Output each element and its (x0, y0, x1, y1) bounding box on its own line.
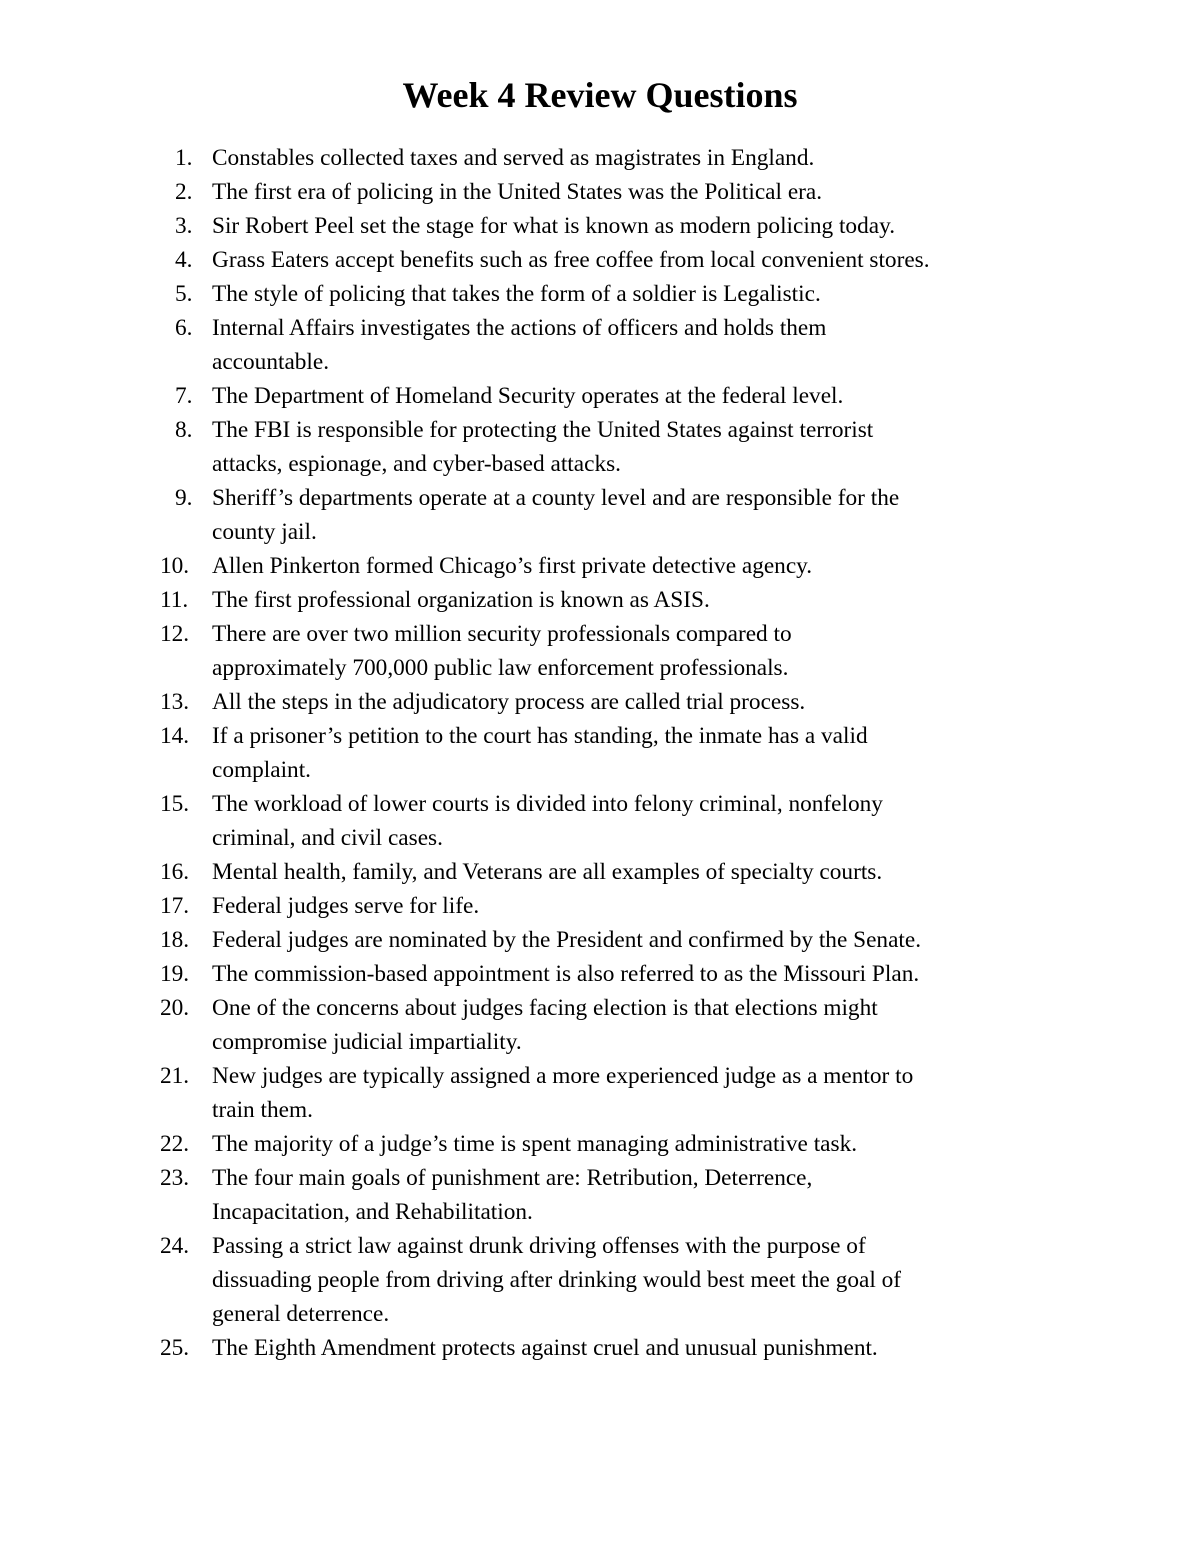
item-number: 19. (160, 961, 190, 987)
list-item (160, 209, 1080, 243)
item-number: 9. (175, 485, 193, 511)
list-item (160, 787, 1080, 855)
item-number: 10. (160, 553, 190, 579)
item-text-line: The Department of Homeland Security operates at the federal level. (212, 383, 844, 409)
item-number: 12. (160, 621, 190, 647)
review-questions-list (160, 141, 1080, 1365)
list-item (160, 277, 1080, 311)
item-number: 16. (160, 859, 190, 885)
item-number: 7. (175, 383, 193, 409)
item-number: 2. (175, 179, 193, 205)
item-text-line: All the steps in the adjudicatory process are called trial process. (212, 689, 806, 715)
list-item (160, 1059, 1080, 1127)
list-item (160, 413, 1080, 481)
item-text-line: Passing a strict law against drunk driving offenses with the purpose of (212, 1233, 866, 1259)
item-text-line: There are over two million security professionals compared to (212, 621, 792, 647)
item-text-line: The workload of lower courts is divided into felony criminal, nonfelony (212, 791, 883, 817)
item-text-line: complaint. (212, 757, 311, 783)
list-item (160, 1331, 1080, 1365)
item-text-line: Grass Eaters accept benefits such as free coffee from local convenient stores. (212, 247, 930, 273)
item-number: 23. (160, 1165, 190, 1191)
item-text-line: attacks, espionage, and cyber-based attacks. (212, 451, 621, 477)
item-number: 3. (175, 213, 193, 239)
item-text-line: The style of policing that takes the form of a soldier is Legalistic. (212, 281, 821, 307)
item-text-line: Mental health, family, and Veterans are all examples of specialty courts. (212, 859, 883, 885)
item-number: 17. (160, 893, 190, 919)
item-number: 8. (175, 417, 193, 443)
list-item (160, 379, 1080, 413)
list-item (160, 141, 1080, 175)
item-text-line: criminal, and civil cases. (212, 825, 443, 851)
list-item (160, 855, 1080, 889)
item-text-line: Sir Robert Peel set the stage for what is known as modern policing today. (212, 213, 896, 239)
list-item (160, 923, 1080, 957)
item-number: 13. (160, 689, 190, 715)
item-number: 24. (160, 1233, 190, 1259)
item-text-line: dissuading people from driving after drinking would best meet the goal of (212, 1267, 902, 1293)
item-text-line: Allen Pinkerton formed Chicago’s first private detective agency. (212, 553, 813, 579)
item-number: 22. (160, 1131, 190, 1157)
item-text-line: The FBI is responsible for protecting the United States against terrorist (212, 417, 874, 443)
item-text-line: Federal judges are nominated by the President and confirmed by the Senate. (212, 927, 922, 953)
list-item (160, 991, 1080, 1059)
item-text-line: Constables collected taxes and served as magistrates in England. (212, 145, 815, 171)
item-text-line: Sheriff’s departments operate at a county level and are responsible for the (212, 485, 900, 511)
item-number: 6. (175, 315, 193, 341)
list-item (160, 311, 1080, 379)
list-item (160, 481, 1080, 549)
item-text-line: The four main goals of punishment are: Retribution, Deterrence, (212, 1165, 813, 1191)
item-number: 20. (160, 995, 190, 1021)
item-number: 5. (175, 281, 193, 307)
item-number: 11. (160, 587, 189, 613)
item-text-line: The majority of a judge’s time is spent managing administrative task. (212, 1131, 858, 1157)
item-text-line: compromise judicial impartiality. (212, 1029, 522, 1055)
item-text-line: The commission-based appointment is also referred to as the Missouri Plan. (212, 961, 920, 987)
page-title: Week 4 Review Questions (402, 75, 798, 115)
list-item (160, 1161, 1080, 1229)
item-text-line: train them. (212, 1097, 313, 1123)
list-item (160, 617, 1080, 685)
list-item (160, 583, 1080, 617)
item-text-line: Federal judges serve for life. (212, 893, 480, 919)
item-text-line: Incapacitation, and Rehabilitation. (212, 1199, 533, 1225)
list-item (160, 243, 1080, 277)
item-text-line: Internal Affairs investigates the actions of officers and holds them (212, 315, 827, 341)
item-text-line: New judges are typically assigned a more experienced judge as a mentor to (212, 1063, 914, 1089)
item-text-line: accountable. (212, 349, 330, 375)
list-item (160, 1229, 1080, 1331)
item-number: 18. (160, 927, 190, 953)
list-item (160, 549, 1080, 583)
item-text-line: One of the concerns about judges facing election is that elections might (212, 995, 878, 1021)
list-item (160, 889, 1080, 923)
item-text-line: The first professional organization is known as ASIS. (212, 587, 710, 613)
item-number: 1. (175, 145, 193, 171)
item-number: 21. (160, 1063, 190, 1089)
item-text-line: The first era of policing in the United States was the Political era. (212, 179, 823, 205)
item-number: 4. (175, 247, 193, 273)
item-text-line: The Eighth Amendment protects against cruel and unusual punishment. (212, 1335, 878, 1361)
list-item (160, 1127, 1080, 1161)
item-text-line: If a prisoner’s petition to the court has standing, the inmate has a valid (212, 723, 868, 749)
item-text-line: general deterrence. (212, 1301, 390, 1327)
item-number: 15. (160, 791, 190, 817)
item-text-line: county jail. (212, 519, 317, 545)
list-item (160, 719, 1080, 787)
item-number: 25. (160, 1335, 190, 1361)
list-item (160, 685, 1080, 719)
list-item (160, 175, 1080, 209)
list-item (160, 957, 1080, 991)
item-text-line: approximately 700,000 public law enforcement professionals. (212, 655, 789, 681)
item-number: 14. (160, 723, 190, 749)
